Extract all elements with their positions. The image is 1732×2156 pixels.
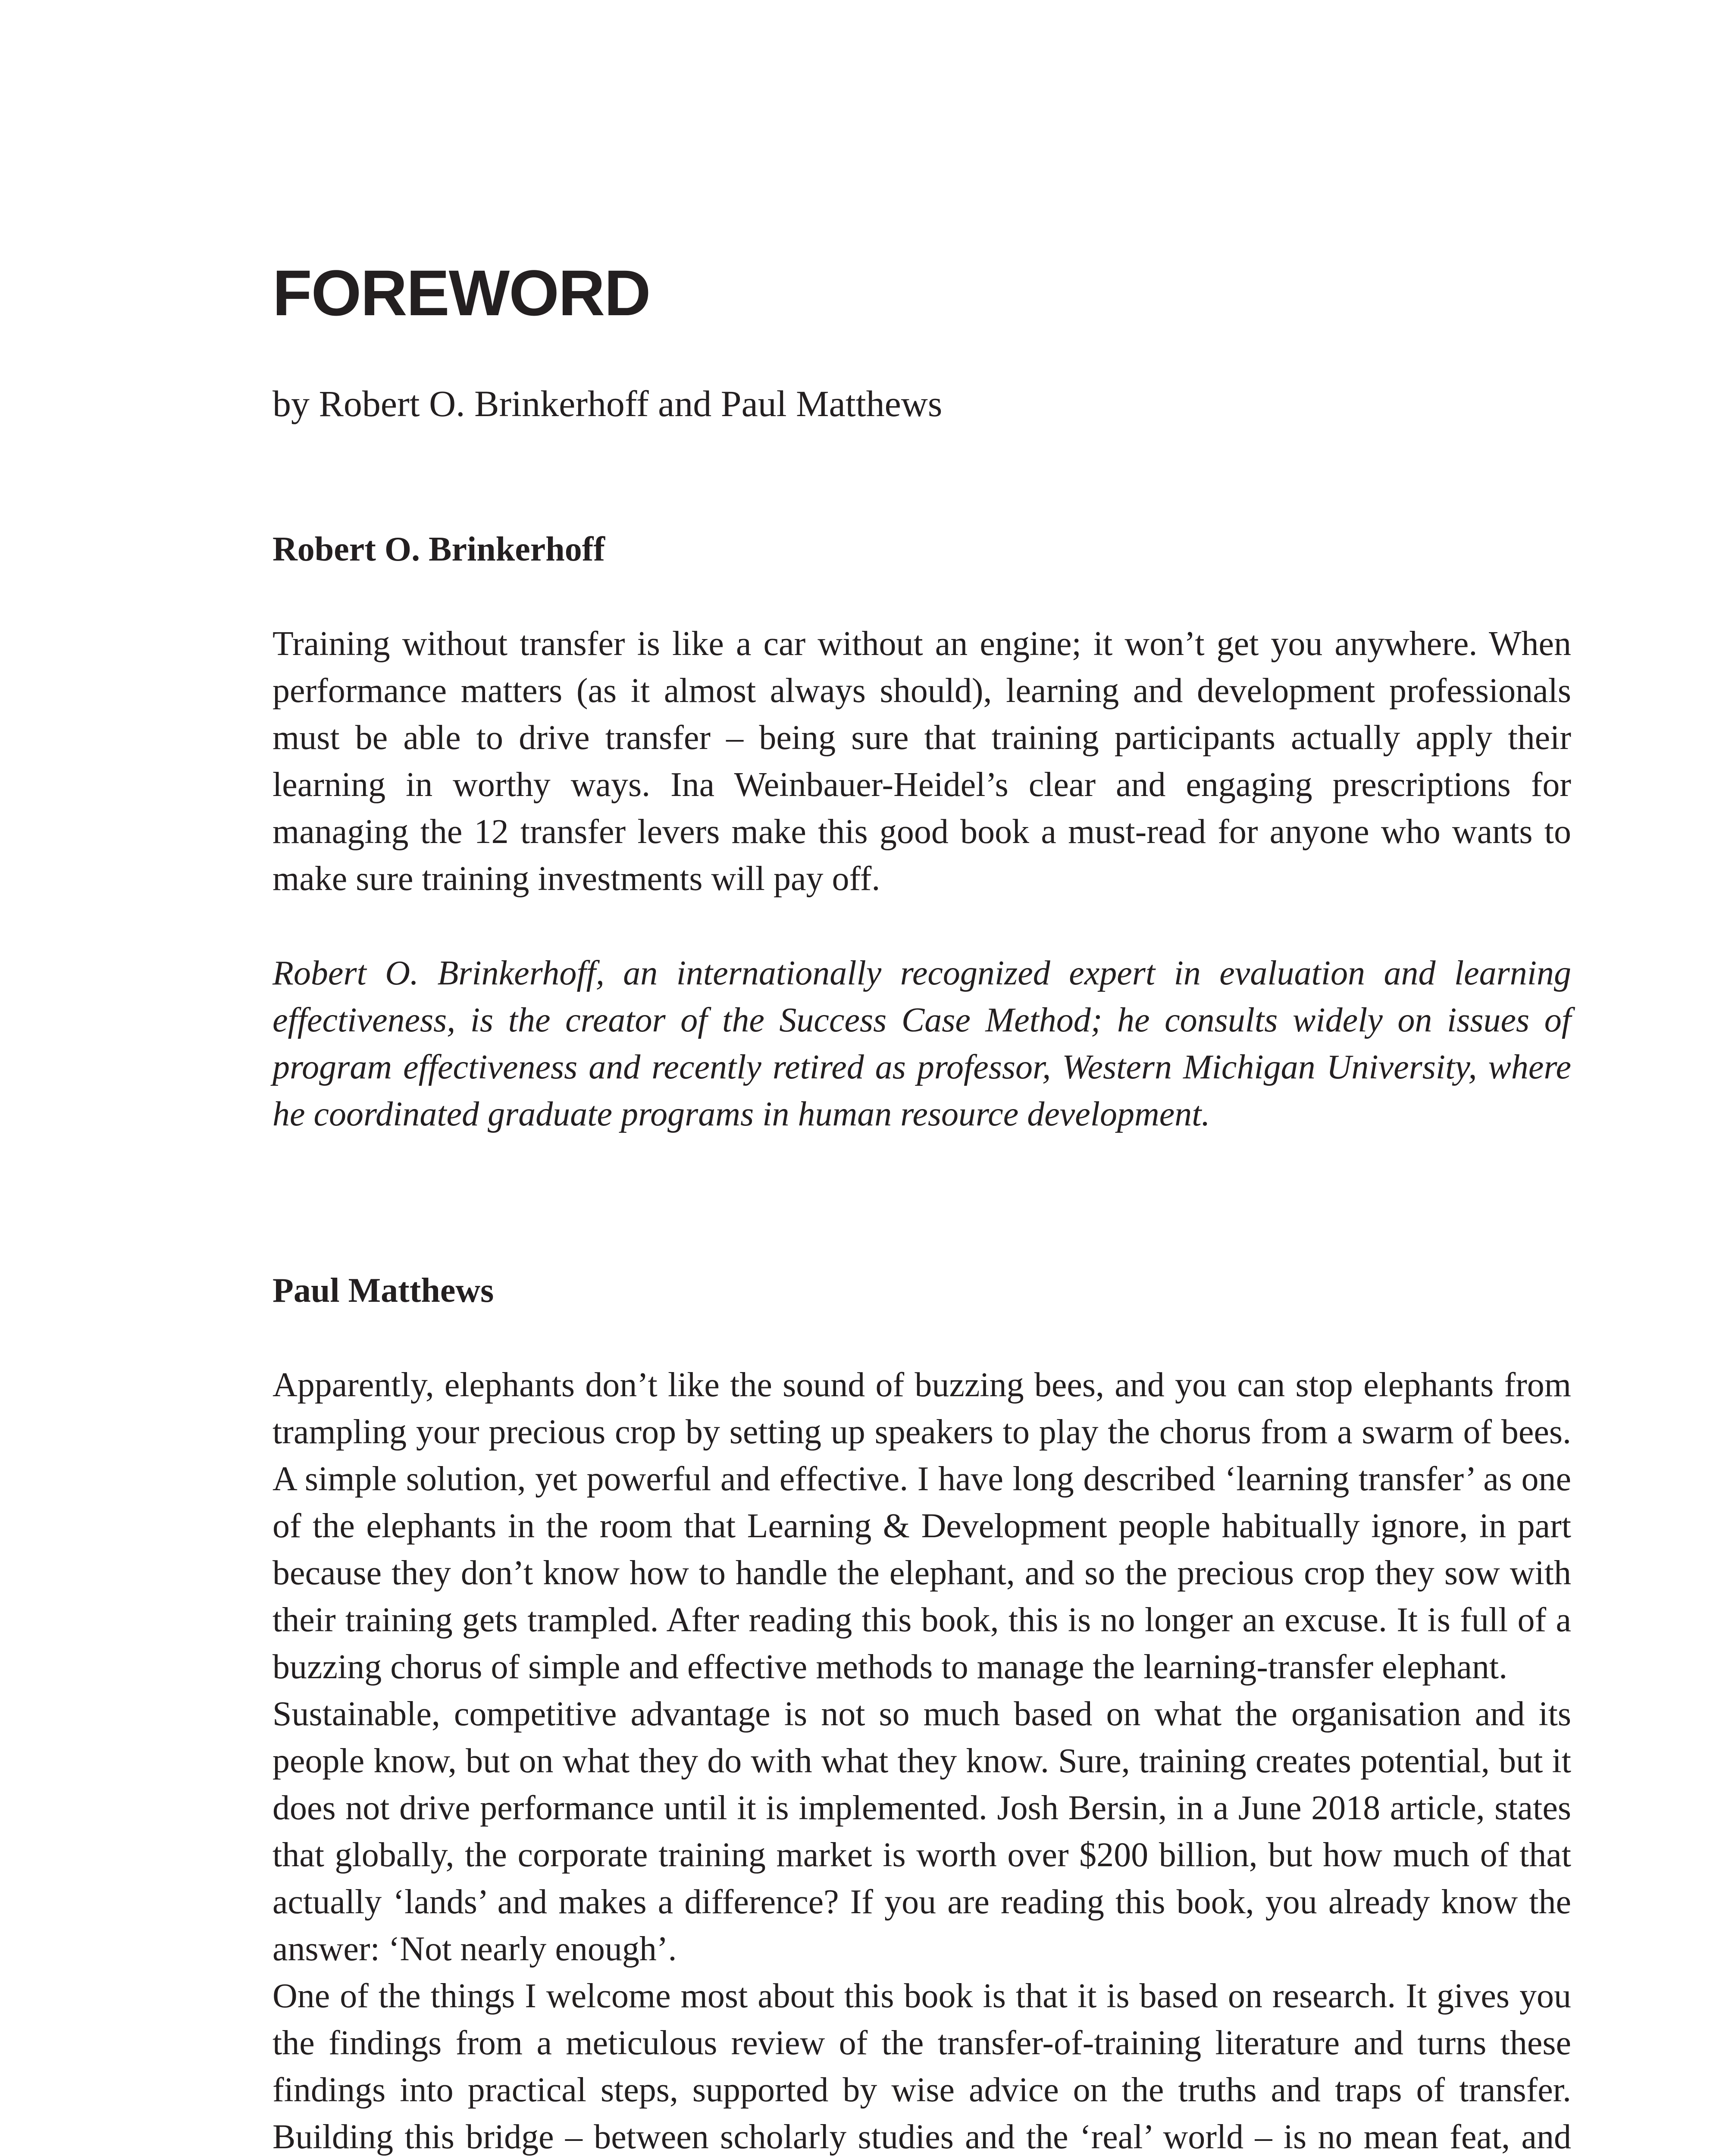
- section-heading: Paul Matthews: [272, 1272, 494, 1310]
- byline: by Robert O. Brinkerhoff and Paul Matthews: [272, 383, 943, 424]
- section-matthews: [272, 1267, 1571, 2156]
- author-bio: Robert O. Brinkerhoff, an internationally recognized expert in evaluation and learning effectiveness, is the creator of the Success Case Method; he consults widely on issues of program effectiveness and recently retired as professor, Western Michigan University, where he coordinated graduate programs in human resource development.: [272, 954, 1571, 1133]
- paragraph: Sustainable, competitive advantage is not so much based on what the organisation and its people know, but on what they do with what they know. Sure, training creates potential, but it does not drive performance until it is implemented. Josh Bersin, in a June 2018 article, states that globally, the corporate training market is worth over $200 billion, but how much of that actually ‘lands’ and makes a difference? If you are reading this book, you already know the answer: ‘Not nearly enough’.: [272, 1695, 1571, 1968]
- section-heading: Robert O. Brinkerhoff: [272, 530, 605, 568]
- page-content: [272, 526, 1571, 2156]
- page-title: FOREWORD: [272, 257, 650, 329]
- paragraph: Apparently, elephants don’t like the sound of buzzing bees, and you can stop elephants from trampling your precious crop by setting up speakers to play the chorus from a swarm of bees. A simple solution, yet powerful and effective. I have long described ‘learning transfer’ as one of the elephants in the room that Learning & Development people habitually ignore, in part because they don’t know how to handle the elephant, and so the precious crop they sow with their training gets trampled. After reading this book, this is no longer an excuse. It is full of a buzzing chorus of simple and effective methods to manage the learning-transfer elephant.: [272, 1366, 1571, 1686]
- paragraph: One of the things I welcome most about this book is that it is based on research. It gives you the findings from a meticulous review of the transfer-of-training literature and turns these findings into practical steps, supported by wise advice on the truths and traps of transfer. Building this bridge – between scholarly studies and the ‘real’ world – is no mean feat, and: [272, 1977, 1571, 2156]
- section-brinkerhoff: [272, 526, 1571, 1138]
- paragraph: Training without transfer is like a car without an engine; it won’t get you anywhere. When performance matters (as it almost always should), learning and development professionals must be able to drive transfer – being sure that training participants actually apply their learning in worthy ways. Ina Weinbauer-Heidel’s clear and engaging prescriptions for managing the 12 transfer levers make this good book a must-read for anyone who wants to make sure training investments will pay off.: [272, 625, 1571, 898]
